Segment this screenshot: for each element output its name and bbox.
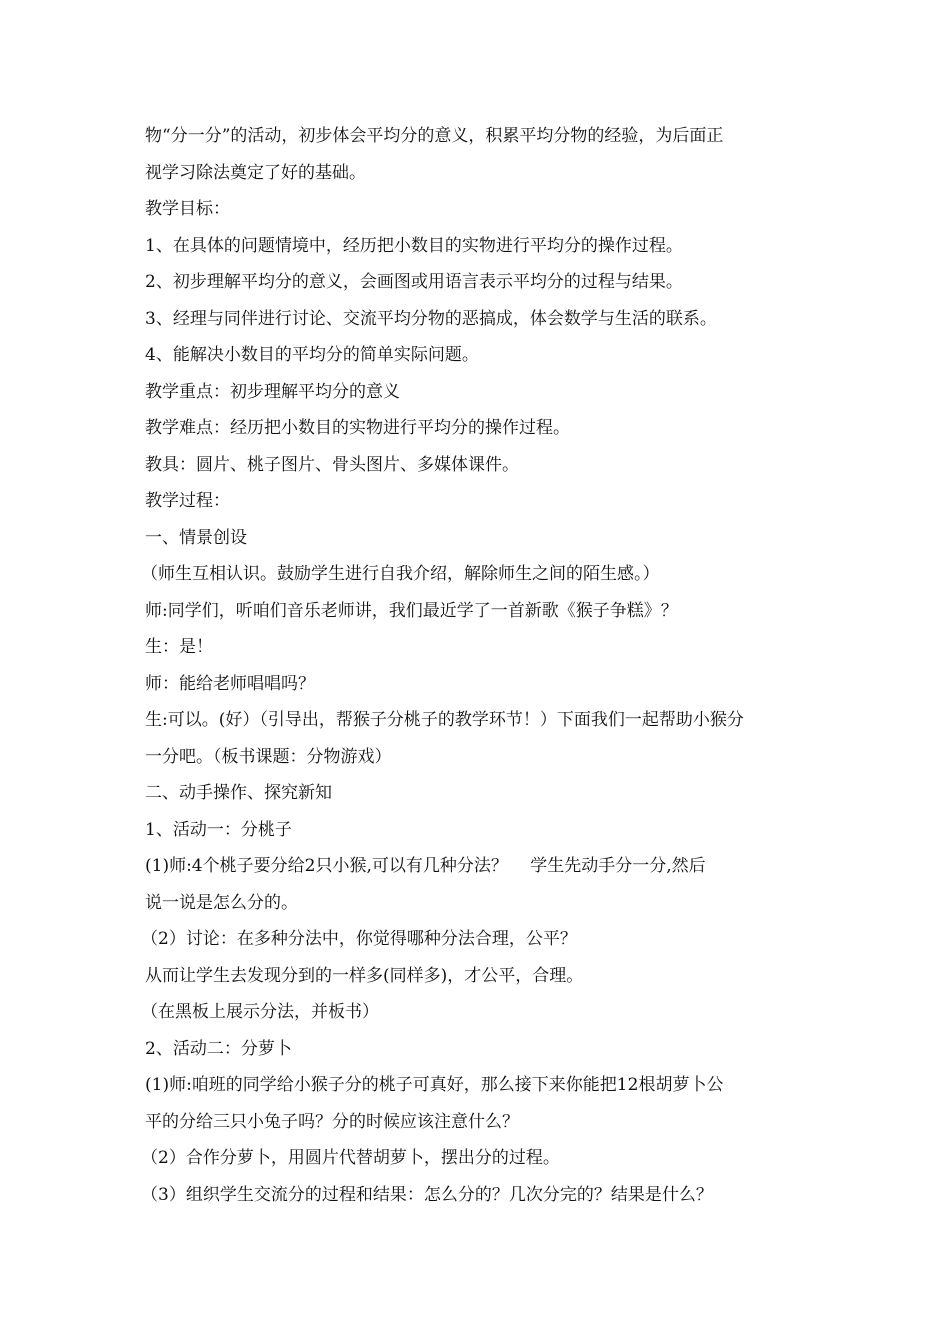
paragraph-line: (1)师:4个桃子要分给2只小猴,可以有几种分法？ 学生先动手分一分,然后	[145, 856, 706, 876]
subsection-heading: 二、动手操作、探究新知	[145, 783, 332, 803]
objective-item: 2、初步理解平均分的意义，会画图或用语言表示平均分的过程与结果。	[145, 272, 683, 292]
paragraph-line: （3）组织学生交流分的过程和结果：怎么分的？几次分完的？结果是什么？	[141, 1184, 713, 1205]
subsection-heading: 一、情景创设	[145, 527, 247, 548]
paragraph-line: （2）合作分萝卜，用圆片代替胡萝卜，摆出分的过程。	[141, 1148, 560, 1168]
dialogue-line: 生：是！	[145, 637, 213, 657]
objective-item: 4、能解决小数目的平均分的简单实际问题。	[145, 345, 479, 365]
difficulty-line: 教学难点：经历把小数目的实物进行平均分的操作过程。	[145, 418, 570, 438]
dialogue-line: 一分吧。（板书课题：分物游戏）	[145, 746, 392, 767]
section-heading: 教学目标：	[145, 199, 230, 219]
paragraph-line: 平的分给三只小兔子吗？分的时候应该注意什么？	[145, 1111, 519, 1132]
section-heading: 教学过程：	[145, 491, 230, 511]
activity-heading: 2、活动二：分萝卜	[145, 1038, 292, 1059]
paragraph-line: （2）讨论：在多种分法中，你觉得哪种分法合理，公平？	[141, 929, 577, 949]
paragraph-line: 物“分一分”的活动，初步体会平均分的意义，积累平均分物的经验，为后面正	[145, 126, 724, 146]
paragraph-line: （师生互相认识。鼓励学生进行自我介绍，解除师生之间的陌生感。）	[141, 564, 660, 584]
dialogue-line: 师：能给老师唱唱吗？	[145, 673, 315, 694]
dialogue-line: 师:同学们，听咱们音乐老师讲，我们最近学了一首新歌《猴子争糕》？	[145, 600, 678, 621]
activity-heading: 1、活动一：分桃子	[145, 819, 292, 840]
paragraph-line: 视学习除法奠定了好的基础。	[145, 162, 366, 183]
key-point-line: 教学重点：初步理解平均分的意义	[145, 381, 400, 402]
materials-line: 教具：圆片、桃子图片、骨头图片、多媒体课件。	[145, 454, 519, 475]
paragraph-line: (1)师:咱班的同学给小猴子分的桃子可真好，那么接下来你能把12根胡萝卜公	[145, 1075, 724, 1095]
objective-item: 3、经理与同伴进行讨论、交流平均分物的恶搞成，体会数学与生活的联系。	[145, 308, 717, 329]
dialogue-line: 生:可以。(好）（引导出，帮猴子分桃子的教学环节！）下面我们一起帮助小猴分	[145, 710, 744, 730]
document-body	[141, 118, 810, 1213]
objective-item: 1、在具体的问题情境中，经历把小数目的实物进行平均分的操作过程。	[145, 235, 683, 256]
paragraph-line: 说一说是怎么分的。	[145, 892, 298, 913]
paragraph-line: （在黑板上展示分法，并板书）	[141, 1002, 379, 1022]
paragraph-line: 从而让学生去发现分到的一样多(同样多)，才公平，合理。	[145, 965, 584, 986]
